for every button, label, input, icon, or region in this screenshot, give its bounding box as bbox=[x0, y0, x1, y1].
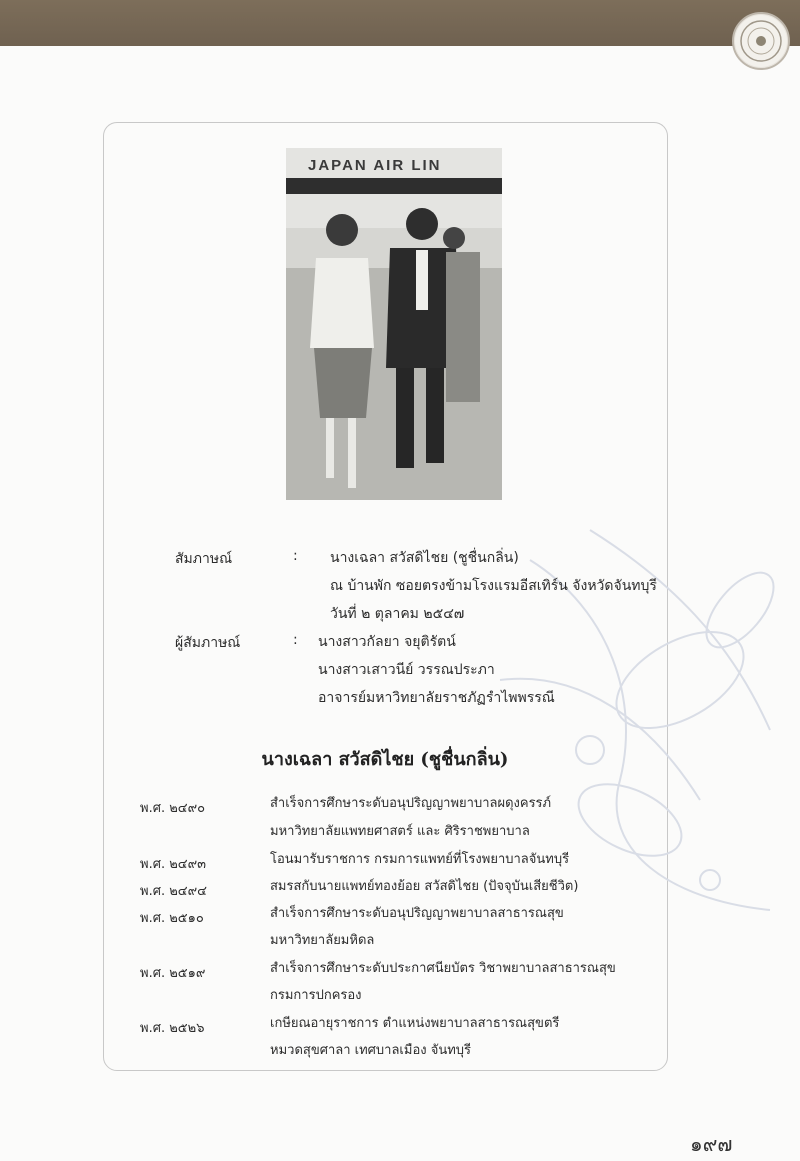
interviewer-label: ผู้สัมภาษณ์ bbox=[175, 635, 241, 651]
bio-year: พ.ศ. ๒๕๒๖ bbox=[140, 1021, 205, 1036]
bio-event: โอนมารับราชการ กรมการแพทย์ที่โรงพยาบาลจันทบุรี bbox=[270, 852, 570, 867]
bio-event: มหาวิทยาลัยมหิดล bbox=[270, 933, 375, 948]
bio-event: หมวดสุขศาลา เทศบาลเมือง จันทบุรี bbox=[270, 1043, 472, 1058]
bio-event: สมรสกับนายแพทย์ทองย้อย สวัสดิไชย (ปัจจุบันเสียชีวิต) bbox=[270, 879, 579, 894]
interview-location: ณ บ้านพัก ซอยตรงข้ามโรงแรมอีสเทิร์น จังหวัดจันทบุรี bbox=[330, 578, 657, 594]
interviewer-1: นางสาวกัลยา จยุติรัตน์ bbox=[318, 634, 456, 650]
airport-photo bbox=[286, 148, 502, 500]
bio-event: เกษียณอายุราชการ ตำแหน่งพยาบาลสาธารณสุขตรี bbox=[270, 1016, 560, 1031]
interviewee-colon: : bbox=[293, 548, 298, 564]
page-number: ๑๙๗ bbox=[690, 1132, 733, 1156]
interviewee-label: สัมภาษณ์ bbox=[175, 551, 233, 567]
bio-year: พ.ศ. ๒๕๑๙ bbox=[140, 966, 206, 981]
bio-event: มหาวิทยาลัยแพทยศาสตร์ และ ศิริราชพยาบาล bbox=[270, 824, 530, 839]
bio-year: พ.ศ. ๒๕๑๐ bbox=[140, 911, 204, 926]
bio-event: สำเร็จการศึกษาระดับประกาศนียบัตร วิชาพยาบาลสาธารณสุข bbox=[270, 961, 616, 976]
biography-title: นางเฉลา สวัสดิไชย (ชูชื่นกลิ่น) bbox=[261, 749, 509, 770]
bio-year: พ.ศ. ๒๔๙๔ bbox=[140, 884, 207, 899]
interview-date: วันที่ ๒ ตุลาคม ๒๕๔๗ bbox=[330, 606, 465, 622]
bio-year: พ.ศ. ๒๔๙๓ bbox=[140, 857, 207, 872]
institution-seal-icon bbox=[732, 12, 790, 70]
bio-event: สำเร็จการศึกษาระดับอนุปริญญาพยาบาลผดุงครรภ์ bbox=[270, 796, 552, 811]
bio-event: สำเร็จการศึกษาระดับอนุปริญญาพยาบาลสาธารณสุข bbox=[270, 906, 564, 921]
interviewer-affiliation: อาจารย์มหาวิทยาลัยราชภัฏรำไพพรรณี bbox=[318, 690, 555, 706]
airline-banner-text: JAPAN AIR LIN bbox=[308, 157, 442, 174]
interviewer-colon: : bbox=[293, 632, 298, 648]
bio-event: กรมการปกครอง bbox=[270, 988, 362, 1003]
interviewee-name: นางเฉลา สวัสดิไชย (ชูชื่นกลิ่น) bbox=[330, 550, 519, 566]
interviewer-2: นางสาวเสาวนีย์ วรรณประภา bbox=[318, 662, 495, 678]
header-band bbox=[0, 0, 800, 46]
bio-year: พ.ศ. ๒๔๙๐ bbox=[140, 801, 206, 816]
